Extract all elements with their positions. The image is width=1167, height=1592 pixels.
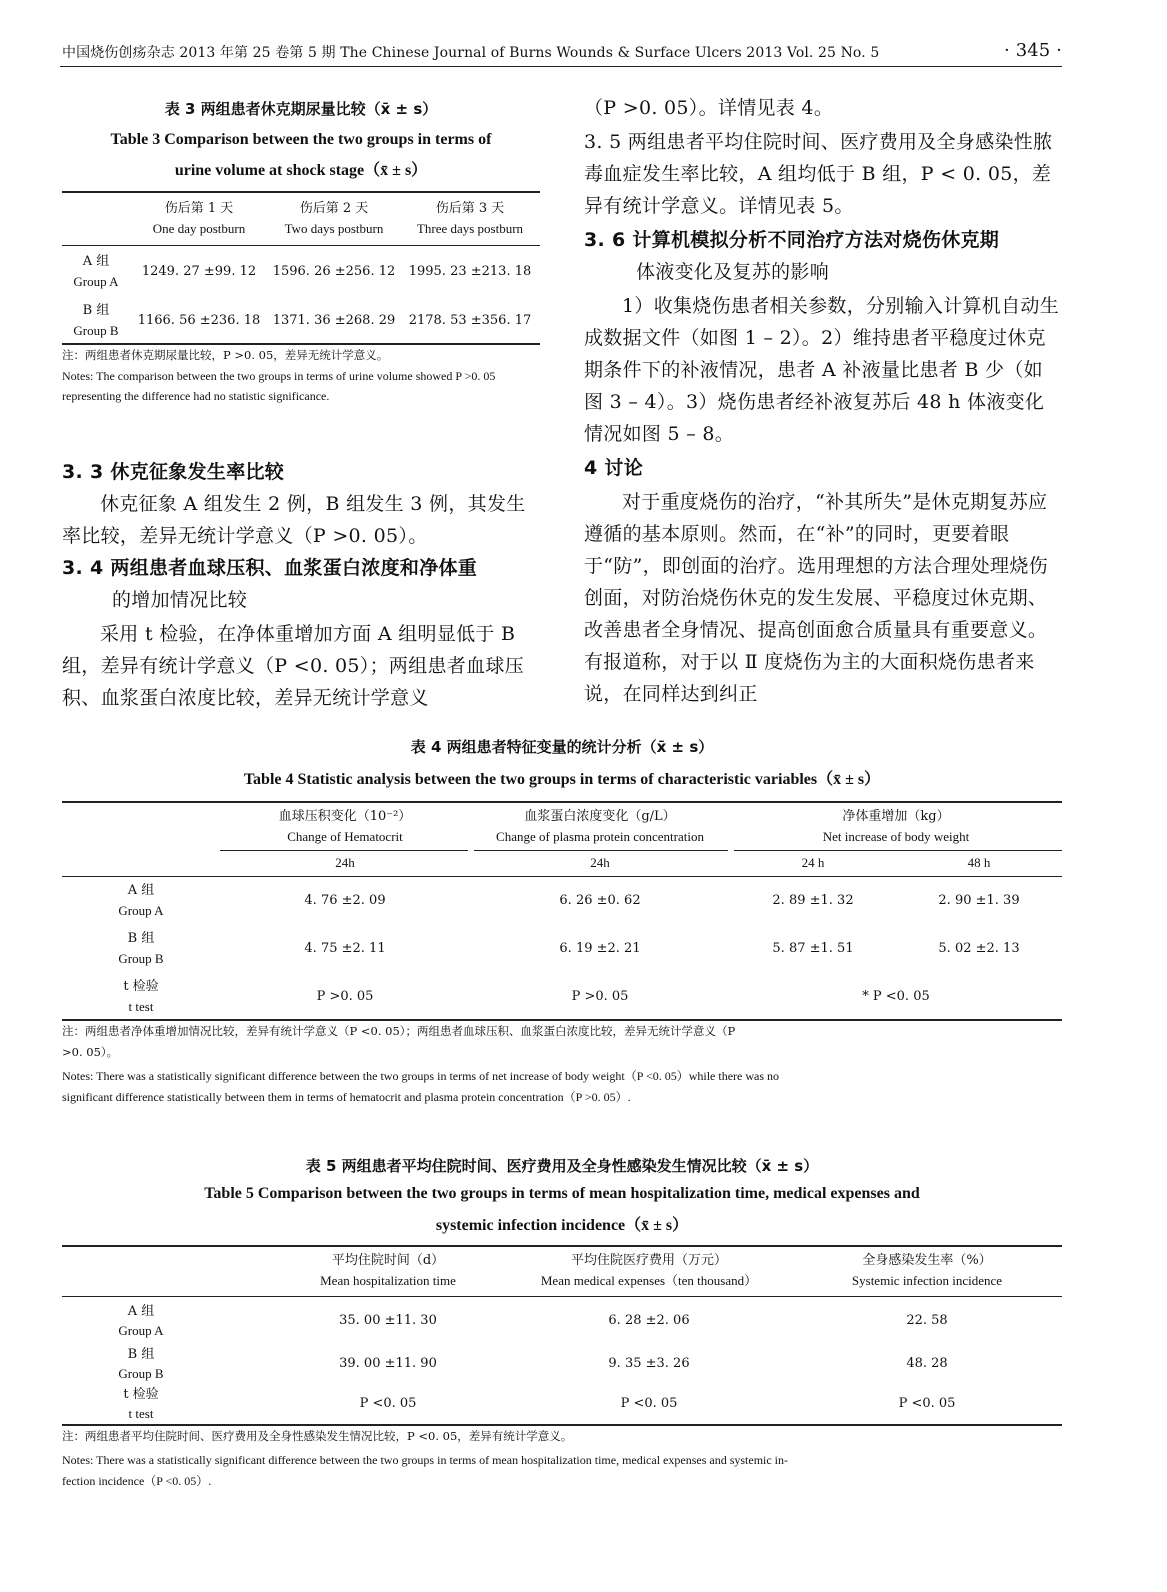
section-3-5-text: 3. 5 两组患者平均住院时间、医疗费用及全身感染性脓毒血症发生率比较，A 组均低于 B 组，P < 0. 05，差异有统计学意义。详情见表 5。 xyxy=(584,131,1053,217)
table3-note-cn: 注：两组患者休克期尿量比较，P >0. 05，差异无统计学意义。 xyxy=(62,348,389,362)
table-cell: 39. 00 ±11. 90 xyxy=(339,1356,437,1371)
table5-row-b-cn: B 组 xyxy=(127,1347,155,1362)
table4-note-cn-1: 注：两组患者净体重增加情况比较，差异有统计学意义（P <0. 05）；两组患者血球压积、血浆蛋白浓度比较，差异无统计学意义（P xyxy=(62,1024,736,1038)
table3-col2-cn: 伤后第 2 天 xyxy=(299,201,369,216)
table4-group1-en: Change of Hematocrit xyxy=(287,829,403,844)
section-3-6-title-2: 体液变化及复苏的影响 xyxy=(636,261,830,283)
section-4-title: 4 讨论 xyxy=(584,457,644,479)
section-3-6-text: 1）收集烧伤患者相关参数，分别输入计算机自动生成数据文件（如图 1 – 2）。2）维持患者平稳度过休克期条件下的补液情况，患者 A 补液量比患者 B 少（如图 3 – 4）。3）烧伤患者经补液复苏后 48 h 体液变化情况如图 5 – 8。 xyxy=(584,295,1059,445)
table3-row-a-cn: A 组 xyxy=(82,254,110,269)
table4-subhead-4: 48 h xyxy=(967,855,991,870)
table5-caption-cn: 表 5 两组患者平均住院时间、医疗费用及全身性感染发生情况比较（x̄ ± s） xyxy=(305,1157,819,1175)
table5-col1-en: Mean hospitalization time xyxy=(320,1273,456,1288)
table5-note-en-1: Notes: There was a statistically significant difference between the two groups in terms of mean hospitalization time, medical expenses and systemic in- xyxy=(62,1453,789,1467)
table4-test-en: t test xyxy=(128,999,154,1014)
table-cell: 2. 89 ±1. 32 xyxy=(772,893,854,908)
table4-group3-en: Net increase of body weight xyxy=(822,829,970,844)
table5-caption-en-1: Table 5 Comparison between the two groups in terms of mean hospitalization time, medical expenses and xyxy=(204,1185,920,1202)
table5-caption-en-2: systemic infection incidence（x̄ ± s） xyxy=(435,1217,689,1234)
table3-col3-cn: 伤后第 3 天 xyxy=(435,201,505,216)
section-3-4-continuation: （P >0. 05）。详情见表 4。 xyxy=(584,97,834,119)
table-cell: 9. 35 ±3. 26 xyxy=(608,1356,690,1371)
table-cell: 1249. 27 ±99. 12 xyxy=(141,264,257,279)
table4-caption-cn: 表 4 两组患者特征变量的统计分析（x̄ ± s） xyxy=(410,738,714,756)
table-cell: 2. 90 ±1. 39 xyxy=(938,893,1020,908)
table-cell: 1371. 36 ±268. 29 xyxy=(272,313,396,328)
table-cell: 2178. 53 ±356. 17 xyxy=(408,313,532,328)
table-cell: P >0. 05 xyxy=(571,989,629,1004)
table5-row-b-en: Group B xyxy=(118,1366,164,1381)
table-cell: 48. 28 xyxy=(906,1356,948,1371)
table3-row-b-cn: B 组 xyxy=(82,303,110,318)
section-3-3-text: 休克征象 A 组发生 2 例，B 组发生 3 例，其发生率比较，差异无统计学意义（P >0. 05）。 xyxy=(62,493,526,547)
table4-row-b-cn: B 组 xyxy=(127,931,155,946)
table4-group2-cn: 血浆蛋白浓度变化（g/L） xyxy=(524,809,676,824)
table5-note-en-2: fection incidence（P <0. 05）. xyxy=(62,1474,212,1488)
table-cell: P <0. 05 xyxy=(898,1396,956,1411)
table-cell: 1596. 26 ±256. 12 xyxy=(272,264,396,279)
table4-group3-cn: 净体重增加（kg） xyxy=(842,809,950,824)
section-3-3-title: 3. 3 休克征象发生率比较 xyxy=(62,461,285,483)
table4-subhead-2: 24h xyxy=(590,855,610,870)
table5-test-cn: t 检验 xyxy=(123,1387,159,1402)
table3-row-a-en: Group A xyxy=(73,274,119,289)
section-3-4-title-2: 的增加情况比较 xyxy=(112,589,248,611)
table-cell: P <0. 05 xyxy=(359,1396,417,1411)
table-cell: 4. 76 ±2. 09 xyxy=(304,893,386,908)
table5-col2-cn: 平均住院医疗费用（万元） xyxy=(570,1253,727,1268)
table4-group1-cn: 血球压积变化（10⁻²） xyxy=(278,809,412,824)
table5-note-cn: 注：两组患者平均住院时间、医疗费用及全身性感染发生情况比较，P <0. 05，差异有统计学意义。 xyxy=(62,1429,573,1443)
table4-subrule-1 xyxy=(220,850,468,851)
table5-top-rule xyxy=(62,1245,1062,1247)
section-3-4-title-1: 3. 4 两组患者血球压积、血浆蛋白浓度和净体重 xyxy=(62,557,478,579)
table3-caption-en-1: Table 3 Comparison between the two groups in terms of xyxy=(110,131,492,148)
table-cell: 6. 19 ±2. 21 xyxy=(559,941,641,956)
section-3-6-title-1: 3. 6 计算机模拟分析不同治疗方法对烧伤休克期 xyxy=(584,229,1000,251)
table3-top-rule xyxy=(62,191,540,193)
table-cell: 6. 28 ±2. 06 xyxy=(608,1313,690,1328)
table5-row-a-cn: A 组 xyxy=(127,1304,155,1319)
table4-head-rule xyxy=(62,876,1062,877)
table4-row-b-en: Group B xyxy=(118,951,164,966)
table3-col1-en: One day postburn xyxy=(152,221,246,236)
table3-row-b-en: Group B xyxy=(73,323,119,338)
section-3-4-text: 采用 t 检验，在净体重增加方面 A 组明显低于 B 组，差异有统计学意义（P <0. 05）；两组患者血球压积、血浆蛋白浓度比较，差异无统计学意义 xyxy=(62,623,524,709)
header-rule xyxy=(60,66,1062,67)
table4-caption-en: Table 4 Statistic analysis between the two groups in terms of characteristic variables（x̄ ± s） xyxy=(243,771,881,788)
table4-top-rule xyxy=(62,801,1062,803)
table4-note-en-2: significant difference statistically between them in terms of hematocrit and plasma protein concentration（P >0. 05）. xyxy=(62,1090,631,1104)
page-number: · 345 · xyxy=(1004,40,1062,61)
table4-subhead-1: 24h xyxy=(335,855,355,870)
table4-note-cn-2: >0. 05）。 xyxy=(62,1045,119,1059)
table-cell: 4. 75 ±2. 11 xyxy=(304,941,386,956)
table4-subrule-3 xyxy=(734,850,1062,851)
table3-col2-en: Two days postburn xyxy=(284,221,384,236)
table5-col2-en: Mean medical expenses（ten thousand） xyxy=(540,1273,758,1288)
table4-row-a-en: Group A xyxy=(118,903,164,918)
table5-col3-cn: 全身感染发生率（%） xyxy=(862,1253,992,1268)
table-cell: * P <0. 05 xyxy=(862,989,930,1004)
table3-col3-en: Three days postburn xyxy=(416,221,524,236)
running-header xyxy=(62,42,1062,62)
table-cell: 35. 00 ±11. 30 xyxy=(339,1313,437,1328)
journal-info: 中国烧伤创疡杂志 2013 年第 25 卷第 5 期 The Chinese Journal of Burns Wounds & Surface Ulcers 2013 Vol. 25 No. 5 xyxy=(62,45,880,61)
table-cell: 22. 58 xyxy=(906,1313,948,1328)
table4-subrule-2 xyxy=(474,850,728,851)
table5-col1-cn: 平均住院时间（d） xyxy=(331,1253,445,1268)
table5-row-a-en: Group A xyxy=(118,1323,164,1338)
table-cell: 5. 87 ±1. 51 xyxy=(772,941,854,956)
table-cell: 6. 26 ±0. 62 xyxy=(559,893,641,908)
table4-subhead-3: 24 h xyxy=(801,855,825,870)
table4-group2-en: Change of plasma protein concentration xyxy=(496,829,704,844)
section-4-text: 对于重度烧伤的治疗，“补其所失”是休克期复苏应遵循的基本原则。然而，在“补”的同时，更要着眼于“防”，即创面的治疗。选用理想的方法合理处理烧伤创面，对防治烧伤休克的发生发展、平稳度过休克期、改善患者全身情况、提高创面愈合质量具有重要意义。有报道称，对于以 Ⅱ 度烧伤为主的大面积烧伤患者来说，在同样达到纠正 xyxy=(584,491,1048,705)
table4-note-en-1: Notes: There was a statistically significant difference between the two groups in terms of net increase of body weight（P <0. 05）while there was no xyxy=(62,1069,780,1083)
table3-caption-en-2: urine volume at shock stage（x̄ ± s） xyxy=(174,162,428,179)
table3-head-rule xyxy=(62,245,540,246)
table-cell: P >0. 05 xyxy=(316,989,374,1004)
table-cell: 1995. 23 ±213. 18 xyxy=(408,264,532,279)
table5-col3-en: Systemic infection incidence xyxy=(851,1273,1003,1288)
table-cell: P <0. 05 xyxy=(620,1396,678,1411)
table-cell: 1166. 56 ±236. 18 xyxy=(137,313,261,328)
table3-caption-cn: 表 3 两组患者休克期尿量比较（x̄ ± s） xyxy=(164,100,438,118)
table3-note-en: Notes: The comparison between the two groups in terms of urine volume showed P >0. 05 representing the difference had no statistic significance. xyxy=(62,369,496,403)
table4-row-a-cn: A 组 xyxy=(127,883,155,898)
table3-col1-cn: 伤后第 1 天 xyxy=(164,201,234,216)
table4-test-cn: t 检验 xyxy=(123,979,159,994)
table5-head-rule xyxy=(62,1296,1062,1297)
table-cell: 5. 02 ±2. 13 xyxy=(938,941,1020,956)
table5-test-en: t test xyxy=(128,1406,154,1421)
